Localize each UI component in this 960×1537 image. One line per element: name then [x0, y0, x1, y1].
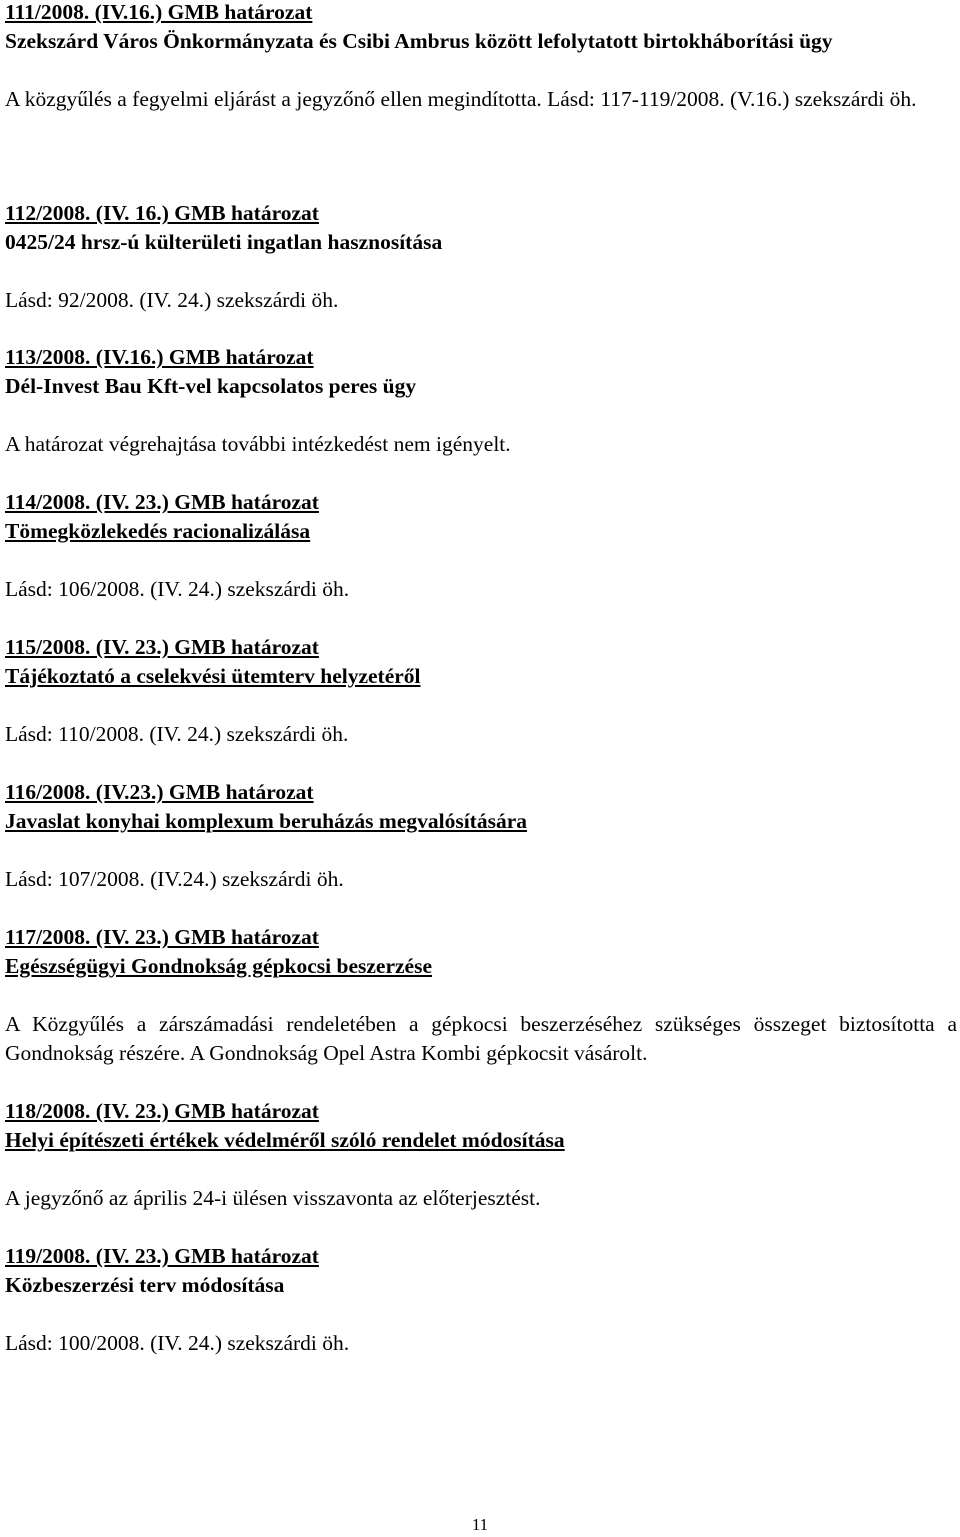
- resolution-note: Lásd: 92/2008. (IV. 24.) szekszárdi öh.: [5, 288, 339, 312]
- resolution-entry-117: [5, 923, 957, 1068]
- resolution-heading: 115/2008. (IV. 23.) GMB határozat: [5, 635, 319, 659]
- resolution-subject: 0425/24 hrsz-ú külterületi ingatlan hasznosítása: [5, 230, 443, 254]
- resolution-entry-118: [5, 1097, 957, 1213]
- resolution-entry-111: [5, 0, 957, 114]
- resolution-subject: Tömegközlekedés racionalizálása: [5, 519, 311, 543]
- resolution-note: Lásd: 107/2008. (IV.24.) szekszárdi öh.: [5, 867, 344, 891]
- resolution-note: Lásd: 106/2008. (IV. 24.) szekszárdi öh.: [5, 577, 350, 601]
- resolution-subject: Szekszárd Város Önkormányzata és Csibi Ambrus között lefolytatott birtokháborítási ügy: [5, 29, 833, 53]
- resolution-entry-113: [5, 343, 957, 459]
- resolution-entry-116: [5, 778, 957, 894]
- resolution-note: A jegyzőnő az április 24-i ülésen visszavonta az előterjesztést.: [5, 1186, 541, 1210]
- resolution-heading: 116/2008. (IV.23.) GMB határozat: [5, 780, 314, 804]
- resolution-subject: Javaslat konyhai komplexum beruházás megvalósítására: [5, 809, 528, 833]
- resolution-note: Lásd: 110/2008. (IV. 24.) szekszárdi öh.: [5, 722, 349, 746]
- resolution-subject: Helyi építészeti értékek védelméről szóló rendelet módosítása: [5, 1128, 565, 1152]
- resolution-heading: 117/2008. (IV. 23.) GMB határozat: [5, 925, 319, 949]
- resolution-heading: 111/2008. (IV.16.) GMB határozat: [5, 0, 313, 24]
- resolution-heading: 113/2008. (IV.16.) GMB határozat: [5, 345, 314, 369]
- resolution-subject: Közbeszerzési terv módosítása: [5, 1273, 285, 1297]
- resolution-note: A közgyűlés a fegyelmi eljárást a jegyzőnő ellen megindította. Lásd: 117-119/2008. (V.16.) szekszárdi öh.: [5, 87, 917, 111]
- resolution-note: A Közgyűlés a zárszámadási rendeletében a gépkocsi beszerzéséhez szükséges összeget biztosította a Gondnokság részére. A Gondnokság Opel Astra Kombi gépkocsit vásárolt.: [5, 1012, 957, 1065]
- resolution-heading: 112/2008. (IV. 16.) GMB határozat: [5, 201, 319, 225]
- resolution-subject: Egészségügyi Gondnokság gépkocsi beszerzése: [5, 954, 433, 978]
- resolution-heading: 114/2008. (IV. 23.) GMB határozat: [5, 490, 319, 514]
- resolution-entry-119: [5, 1242, 957, 1358]
- resolution-note: Lásd: 100/2008. (IV. 24.) szekszárdi öh.: [5, 1331, 350, 1355]
- resolution-heading: 118/2008. (IV. 23.) GMB határozat: [5, 1099, 319, 1123]
- resolution-entry-112: [5, 199, 957, 315]
- resolution-entry-115: [5, 633, 957, 749]
- resolution-entry-114: [5, 488, 957, 604]
- resolution-subject: Tájékoztató a cselekvési ütemterv helyzetéről: [5, 664, 421, 688]
- page-number: 11: [471, 1515, 489, 1534]
- resolution-note: A határozat végrehajtása további intézkedést nem igényelt.: [5, 432, 511, 456]
- resolution-heading: 119/2008. (IV. 23.) GMB határozat: [5, 1244, 319, 1268]
- resolution-subject: Dél-Invest Bau Kft-vel kapcsolatos peres ügy: [5, 374, 417, 398]
